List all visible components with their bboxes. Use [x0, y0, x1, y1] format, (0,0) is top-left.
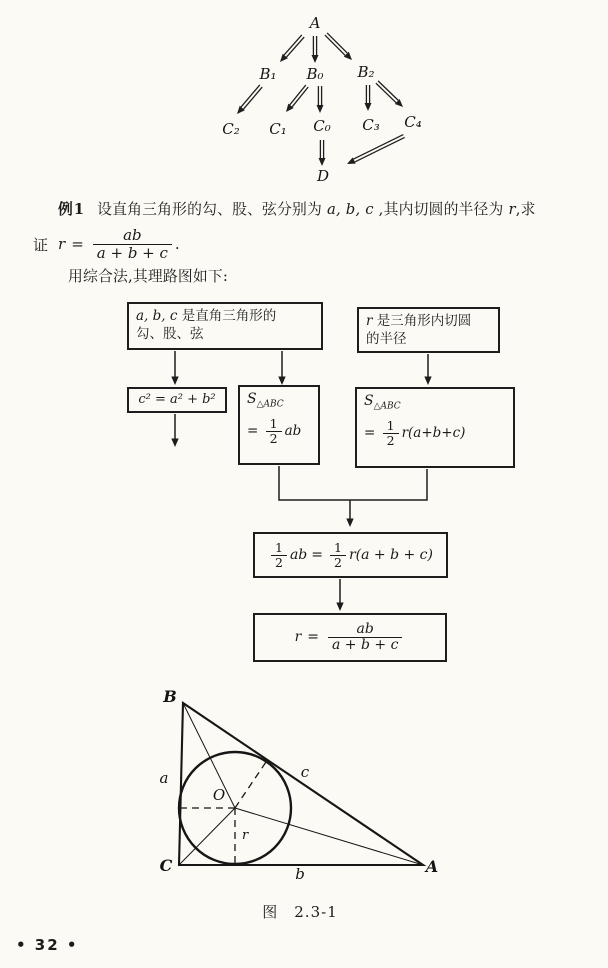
- arrow-A-B1: [280, 35, 304, 62]
- arrow-C0-D: [319, 140, 326, 166]
- example-statement: [58, 198, 536, 219]
- side-label-b: b: [295, 865, 305, 883]
- merge-connector: [279, 466, 427, 500]
- flowchart-box-pythagoras: c² = a² + b²: [127, 387, 227, 413]
- given-r-line2: 的半径: [366, 331, 407, 348]
- area-ab-frac-den: 2: [269, 430, 278, 446]
- result-frac-num: ab: [328, 622, 402, 638]
- example-math-r: r: [503, 201, 516, 218]
- implication-tree-diagram: [200, 8, 440, 188]
- tree-node-C1: C₁: [269, 120, 287, 138]
- vertex-label-C: C: [159, 856, 173, 875]
- result-frac-den: a + b + c: [332, 637, 399, 653]
- area-ab-fraction: [266, 417, 282, 446]
- triangle-incircle-figure: [140, 685, 460, 895]
- result-lhs: r: [294, 629, 302, 646]
- area-r-frac-den: 2: [386, 432, 395, 448]
- side-label-a: a: [159, 769, 169, 787]
- area-r-fraction: [383, 419, 399, 448]
- flowchart-box-given-r: [357, 307, 500, 353]
- arrowhead: [424, 377, 431, 386]
- equation-frac2-num: 1: [330, 541, 346, 556]
- arrow-A-B2: [325, 33, 352, 60]
- given-r-text: 是三角形内切圆: [376, 313, 472, 329]
- method-line: 用综合法,其理路图如下:: [68, 268, 229, 285]
- arrowhead: [346, 519, 353, 528]
- flowchart-box-area-r: [355, 387, 515, 468]
- tree-node-C2: C₂: [222, 120, 240, 138]
- tree-node-B1: B₁: [259, 65, 277, 83]
- page-number: • 32 •: [16, 936, 79, 954]
- example-text-3: ,求: [515, 201, 536, 218]
- area-r-tail: r(a+b+c): [401, 424, 466, 441]
- equation-frac2-den: 2: [334, 554, 342, 570]
- radius-label-r: r: [242, 828, 249, 843]
- tree-arrows: [237, 33, 405, 166]
- flowchart-box-equation: [253, 532, 448, 578]
- arrow-C4-D: [347, 135, 405, 164]
- flowchart-box-result: [253, 613, 447, 662]
- equation-equals: =: [311, 546, 323, 563]
- area-ab-S: S: [247, 391, 257, 407]
- example-text-2: ,其内切圆的半径为: [378, 201, 504, 218]
- area-ab-sub: △ABC: [256, 399, 284, 410]
- center-label-O: O: [212, 786, 226, 804]
- equation-frac1-den: 2: [275, 554, 283, 570]
- goal-fraction: [93, 227, 172, 261]
- equation-frac1-num: 1: [271, 541, 287, 556]
- area-r-S: S: [364, 393, 374, 409]
- proof-lhs: r: [58, 235, 66, 253]
- area-r-sub: △ABC: [373, 401, 401, 412]
- side-label-c: c: [300, 763, 310, 781]
- area-ab-tail: ab: [284, 422, 302, 439]
- area-ab-eq: =: [247, 422, 259, 439]
- vertex-label-B: B: [163, 687, 177, 706]
- triangle-outline: [179, 703, 423, 865]
- proof-prefix: 证: [33, 235, 49, 254]
- arrow-B2-C3: [365, 85, 372, 111]
- tree-node-A: A: [309, 14, 321, 32]
- equation-frac-1: [271, 541, 287, 570]
- arrowhead: [278, 377, 285, 386]
- area-r-frac-num: 1: [383, 419, 399, 434]
- arrow-A-B0: [312, 36, 319, 63]
- example-math-abc: a, b, c: [322, 201, 379, 218]
- flowchart-box-area-ab: [238, 385, 320, 465]
- equation-tail: r(a + b + c): [348, 546, 433, 563]
- arrow-B2-C4: [376, 81, 403, 107]
- proof-goal-line: [33, 227, 180, 261]
- goal-fraction-denominator: a + b + c: [96, 243, 168, 262]
- tree-node-C4: C₄: [404, 113, 422, 131]
- tree-node-B2: B₂: [357, 63, 375, 81]
- tree-node-C3: C₃: [362, 116, 380, 134]
- area-r-eq: =: [364, 424, 376, 441]
- arrowhead: [171, 377, 178, 386]
- bisector-B-O: [183, 703, 235, 808]
- example-label: 例1: [58, 201, 86, 218]
- arrow-B0-C0: [317, 86, 324, 113]
- radius-to-AB-dashed: [235, 762, 266, 808]
- arrow-B1-C2: [237, 85, 262, 114]
- flowchart-box-given-abc: [127, 302, 323, 350]
- proof-equals: =: [71, 235, 84, 253]
- result-fraction: [328, 622, 402, 654]
- given-r-math: r: [366, 313, 377, 329]
- tree-node-B0: B₀: [306, 65, 324, 83]
- given-abc-math: a, b, c: [136, 308, 182, 324]
- figure-caption: 图 2.3-1: [262, 903, 338, 921]
- area-ab-frac-num: 1: [266, 417, 282, 432]
- example-text-1: 设直角三角形的勾、股、弦分别为: [97, 201, 323, 218]
- tree-node-C0: C₀: [313, 117, 331, 135]
- vertex-label-A: A: [425, 857, 439, 876]
- proof-period: .: [174, 235, 180, 253]
- tree-node-D: D: [316, 167, 330, 185]
- result-equals: =: [307, 629, 319, 646]
- given-abc-text: 是直角三角形的: [181, 308, 277, 324]
- arrowhead: [171, 439, 178, 448]
- arrowhead: [336, 603, 343, 612]
- goal-fraction-numerator: ab: [93, 227, 172, 245]
- equation-ab: ab: [289, 546, 308, 563]
- given-abc-line2: 勾、股、弦: [136, 326, 204, 343]
- equation-frac-2: [330, 541, 346, 570]
- arrow-B0-C1: [286, 85, 308, 112]
